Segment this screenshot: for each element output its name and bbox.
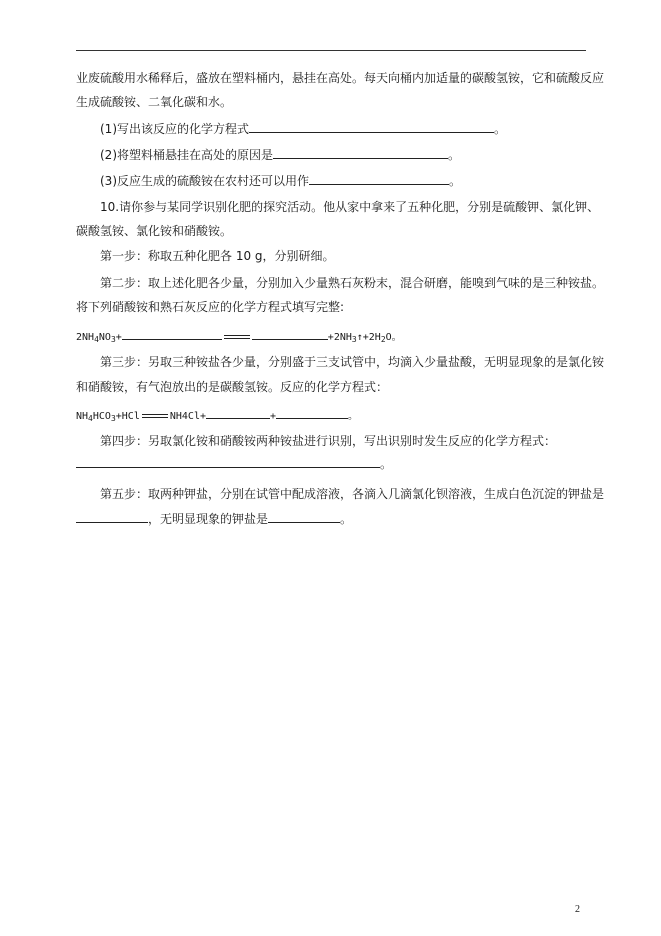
step-3-line-2: 和硝酸铵，有气泡放出的是碳酸氢铵。反应的化学方程式： — [76, 380, 389, 394]
eq2-bicarbonate: HCO — [92, 411, 111, 422]
step-4-answer-blank[interactable] — [76, 455, 380, 468]
step-5-blank-no-reaction[interactable] — [268, 510, 340, 523]
equation-1 — [76, 327, 596, 348]
period: 。 — [380, 457, 393, 471]
equation-2 — [76, 406, 596, 427]
equals-sign — [222, 332, 252, 342]
step-5-line-1: 第五步：取两种钾盐，分别在试管中配成溶液，各滴入几滴氯化钡溶液，生成白色沉淀的钾盐是 — [100, 487, 605, 501]
question-3 — [100, 172, 620, 189]
step-2-line-1: 第二步：取上述化肥各少量，分别加入少量熟石灰粉末，混合研磨，能嗅到气味的是三种铵盐。 — [100, 276, 605, 290]
eq2-plus: + — [269, 411, 277, 422]
question-2-text: (2)将塑料桶悬挂在高处的原因是 — [100, 148, 273, 162]
question-3-text: (3)反应生成的硫酸铵在农村还可以用作 — [100, 174, 309, 188]
eq1-subscript: 3 — [351, 335, 357, 344]
eq2-hcl: +HCl — [115, 411, 140, 422]
eq1-subscript: 2 — [380, 335, 386, 344]
answer-blank-3[interactable] — [309, 172, 449, 185]
period: 。 — [449, 174, 462, 188]
problem-10-line-1: 10.请你参与某同学识别化肥的探究活动。他从家中拿来了五种化肥，分别是硫酸钾、氯化钾、 — [100, 200, 600, 214]
header-rule — [76, 50, 586, 51]
answer-blank-2[interactable] — [273, 146, 448, 159]
eq1-subscript: 3 — [110, 335, 116, 344]
equation-1-blank-reactant[interactable] — [122, 327, 222, 340]
equation-2-blank-1[interactable] — [206, 406, 270, 419]
step-4: 第四步：另取氯化铵和硝酸铵两种铵盐进行识别，写出识别时发生反应的化学方程式： — [100, 434, 557, 448]
eq1-ammonia: +2NH — [327, 332, 352, 343]
answer-blank-1[interactable] — [249, 120, 494, 133]
text-line-2: 生成硫酸铵、二氧化碳和水。 — [76, 95, 233, 109]
step-1: 第一步：称取五种化肥各 10 g，分别研细。 — [100, 249, 335, 263]
step-5-line-2 — [76, 510, 596, 527]
problem-10-line-2: 碳酸氢铵、氯化铵和硝酸铵。 — [76, 224, 233, 238]
page-number: 2 — [575, 904, 580, 915]
step-3-line-1: 第三步：另取三种铵盐各少量，分别盛于三支试管中，均滴入少量盐酸，无明显现象的是氯化铵 — [100, 355, 605, 369]
equals-sign — [140, 411, 170, 421]
step-4-answer — [76, 455, 596, 472]
eq1-nitrate: NO — [98, 332, 111, 343]
eq1-reactant: 2NH — [76, 332, 95, 343]
question-2 — [100, 146, 620, 163]
eq1-plus: + — [115, 332, 122, 343]
equation-2-blank-2[interactable] — [276, 406, 348, 419]
step-5-blank-precipitate[interactable] — [76, 510, 148, 523]
gas-arrow-icon: ↑ — [356, 332, 363, 343]
step-5-text: ，无明显现象的钾盐是 — [148, 512, 269, 526]
eq2-ammonium: NH — [76, 411, 89, 422]
period: 。 — [494, 122, 507, 136]
question-1-text: (1)写出该反应的化学方程式 — [100, 122, 249, 136]
eq2-product: NH4Cl+ — [169, 411, 206, 422]
eq2-subscript: 3 — [110, 414, 116, 423]
eq1-water: +2H — [362, 332, 381, 343]
equation-1-blank-product[interactable] — [252, 327, 328, 340]
text-line-1: 业废硫酸用水稀释后，盛放在塑料桶内，悬挂在高处。每天向桶内加适量的碳酸氢铵，它和硫酸反应 — [76, 71, 605, 85]
eq1-subscript: 4 — [94, 335, 99, 344]
eq2-subscript: 4 — [88, 414, 93, 423]
step-2-line-2: 将下列硝酸铵和熟石灰反应的化学方程式填写完整: — [76, 300, 345, 314]
eq1-water-end: O。 — [385, 332, 402, 343]
period: 。 — [448, 148, 461, 162]
eq2-end: 。 — [348, 411, 359, 422]
question-1 — [100, 120, 620, 137]
period: 。 — [340, 512, 353, 526]
